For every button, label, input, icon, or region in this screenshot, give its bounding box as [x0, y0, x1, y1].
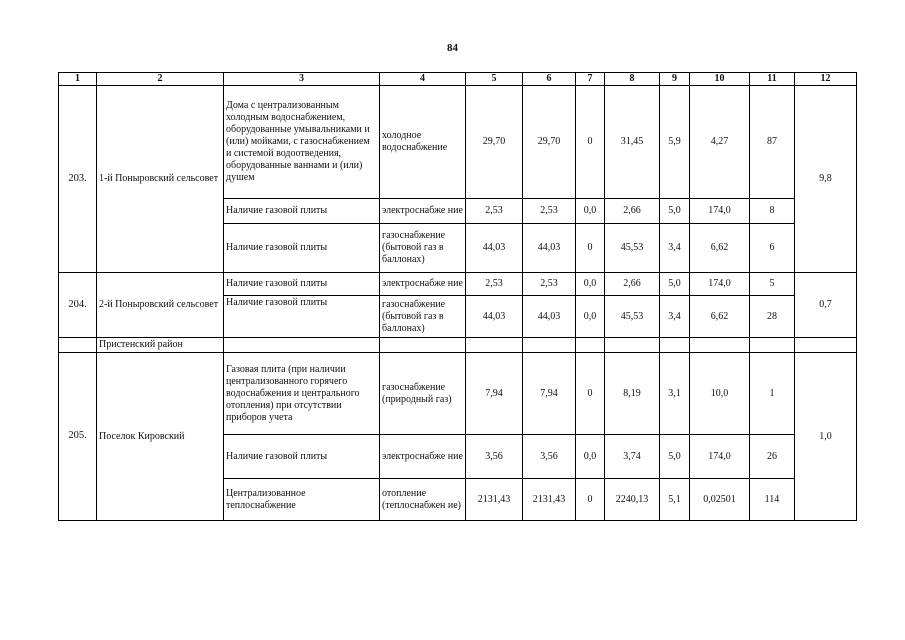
empty-cell	[750, 338, 795, 353]
cell-value: 0	[576, 353, 605, 435]
cell-value: 0,0	[576, 296, 605, 338]
service-description: Наличие газовой плиты	[224, 199, 380, 224]
service-description: Централизованное теплоснабжение	[224, 479, 380, 521]
empty-cell	[380, 338, 466, 353]
cell-value: 10,0	[690, 353, 750, 435]
header-row	[59, 73, 857, 86]
empty-cell	[660, 338, 690, 353]
empty-cell	[690, 338, 750, 353]
header-cell: 6	[523, 73, 576, 86]
cell-value: 114	[750, 479, 795, 521]
service-type: электроснабже ние	[380, 199, 466, 224]
cell-value: 8,19	[605, 353, 660, 435]
service-description: Газовая плита (при наличии централизованного горячего водоснабжения и центрального отопления) при отсутствии приборов учета	[224, 353, 380, 435]
cell-value: 1	[750, 353, 795, 435]
service-type: электроснабже ние	[380, 435, 466, 479]
service-description: Дома с централизованным холодным водоснабжением, оборудованные умывальниками и (или) мойками, с газоснабжением и системой водоотведения, оборудованные ваннами и (или) душем	[224, 86, 380, 199]
cell-value: 4,27	[690, 86, 750, 199]
district-row	[59, 338, 857, 353]
cell-value: 2240,13	[605, 479, 660, 521]
service-type: отопление (теплоснабжен ие)	[380, 479, 466, 521]
cell-value: 2,66	[605, 199, 660, 224]
header-cell: 9	[660, 73, 690, 86]
header-cell: 8	[605, 73, 660, 86]
cell-value: 5,0	[660, 199, 690, 224]
empty-cell	[605, 338, 660, 353]
cell-value: 44,03	[466, 296, 523, 338]
cell-value: 174,0	[690, 435, 750, 479]
cell-value-col12: 1,0	[795, 353, 857, 521]
service-description: Наличие газовой плиты	[224, 296, 380, 338]
cell-value: 6	[750, 224, 795, 273]
cell-value: 3,4	[660, 296, 690, 338]
cell-value: 6,62	[690, 296, 750, 338]
cell-value: 2,53	[466, 199, 523, 224]
cell-value: 5,1	[660, 479, 690, 521]
header-cell: 12	[795, 73, 857, 86]
cell-value: 29,70	[466, 86, 523, 199]
cell-value: 3,56	[466, 435, 523, 479]
cell-value: 2,53	[523, 199, 576, 224]
settlement-name: Поселок Кировский	[97, 353, 224, 521]
empty-cell	[523, 338, 576, 353]
cell-value: 45,53	[605, 296, 660, 338]
cell-value: 44,03	[523, 296, 576, 338]
cell-value: 3,74	[605, 435, 660, 479]
cell-value: 44,03	[523, 224, 576, 273]
header-cell: 7	[576, 73, 605, 86]
service-type: холодное водоснабжение	[380, 86, 466, 199]
service-description: Наличие газовой плиты	[224, 224, 380, 273]
cell-value: 26	[750, 435, 795, 479]
cell-value: 0,02501	[690, 479, 750, 521]
service-type: газоснабжение (природный газ)	[380, 353, 466, 435]
service-type: газоснабжение (бытовой газ в баллонах)	[380, 224, 466, 273]
header-cell: 5	[466, 73, 523, 86]
header-cell: 2	[97, 73, 224, 86]
tariff-table	[58, 72, 857, 521]
cell-value: 0	[576, 224, 605, 273]
cell-value: 0,0	[576, 273, 605, 296]
cell-value: 174,0	[690, 273, 750, 296]
cell-value: 45,53	[605, 224, 660, 273]
cell-value-col12: 0,7	[795, 273, 857, 338]
cell-value: 2,53	[466, 273, 523, 296]
cell-value: 8	[750, 199, 795, 224]
table-row	[59, 273, 857, 296]
cell-value: 3,56	[523, 435, 576, 479]
cell-value: 0	[576, 86, 605, 199]
cell-value: 29,70	[523, 86, 576, 199]
cell-value: 5,0	[660, 435, 690, 479]
empty-cell	[224, 338, 380, 353]
cell-value: 0	[576, 479, 605, 521]
service-description: Наличие газовой плиты	[224, 435, 380, 479]
header-cell: 11	[750, 73, 795, 86]
row-number: 203.	[59, 86, 97, 273]
cell-value: 7,94	[523, 353, 576, 435]
service-description: Наличие газовой плиты	[224, 273, 380, 296]
cell-value: 5	[750, 273, 795, 296]
page-number: 84	[447, 42, 458, 54]
service-type: электроснабже ние	[380, 273, 466, 296]
cell-value: 2131,43	[466, 479, 523, 521]
cell-value: 2,53	[523, 273, 576, 296]
cell-value: 5,0	[660, 273, 690, 296]
cell-value: 87	[750, 86, 795, 199]
row-number: 204.	[59, 273, 97, 338]
cell-value: 3,1	[660, 353, 690, 435]
cell-value: 0,0	[576, 199, 605, 224]
header-cell: 4	[380, 73, 466, 86]
cell-value: 31,45	[605, 86, 660, 199]
settlement-name: 1-й Поныровский сельсовет	[97, 86, 224, 273]
empty-cell	[576, 338, 605, 353]
cell-value: 7,94	[466, 353, 523, 435]
cell-value: 5,9	[660, 86, 690, 199]
header-cell: 3	[224, 73, 380, 86]
cell-value: 2131,43	[523, 479, 576, 521]
cell-value: 174,0	[690, 199, 750, 224]
empty-cell	[59, 338, 97, 353]
header-cell: 10	[690, 73, 750, 86]
table-row	[59, 86, 857, 199]
row-number: 205.	[59, 353, 97, 521]
empty-cell	[466, 338, 523, 353]
cell-value: 28	[750, 296, 795, 338]
empty-cell	[795, 338, 857, 353]
cell-value: 3,4	[660, 224, 690, 273]
cell-value: 44,03	[466, 224, 523, 273]
district-name: Пристенский район	[97, 338, 224, 353]
service-type: газоснабжение (бытовой газ в баллонах)	[380, 296, 466, 338]
cell-value: 2,66	[605, 273, 660, 296]
cell-value: 0,0	[576, 435, 605, 479]
cell-value: 6,62	[690, 224, 750, 273]
cell-value-col12: 9,8	[795, 86, 857, 273]
table-row	[59, 353, 857, 435]
settlement-name: 2-й Поныровский сельсовет	[97, 273, 224, 338]
header-cell: 1	[59, 73, 97, 86]
